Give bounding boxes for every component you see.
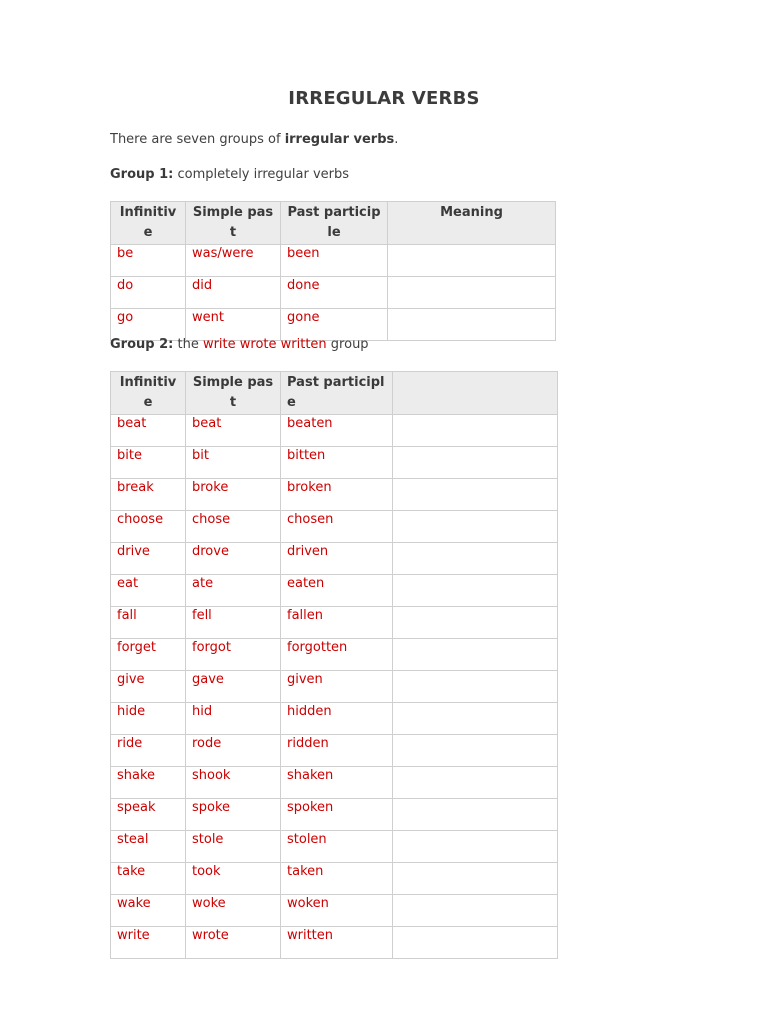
cell-past-participle: woken [281, 895, 393, 927]
cell-past-participle: forgotten [281, 639, 393, 671]
cell-meaning [393, 831, 558, 863]
group2-label: Group 2: [110, 337, 174, 352]
cell-meaning [393, 671, 558, 703]
group2-text-after: group [326, 337, 369, 352]
cell-infinitive: forget [111, 639, 186, 671]
table-row [111, 543, 558, 575]
cell-infinitive: shake [111, 767, 186, 799]
cell-simple-past: rode [186, 735, 281, 767]
group2-highlight: write wrote written [202, 337, 327, 352]
cell-infinitive: wake [111, 895, 186, 927]
cell-simple-past: beat [186, 415, 281, 447]
cell-meaning [393, 703, 558, 735]
cell-meaning [393, 767, 558, 799]
table-row [111, 415, 558, 447]
cell-infinitive: be [111, 245, 186, 277]
cell-infinitive: hide [111, 703, 186, 735]
group1-label: Group 1: [110, 167, 174, 182]
cell-past-participle: written [281, 927, 393, 959]
table-header-row [111, 372, 558, 415]
table-row [111, 575, 558, 607]
cell-past-participle: stolen [281, 831, 393, 863]
intro-bold: irregular verbs [284, 132, 395, 147]
table-row [111, 277, 556, 309]
cell-meaning [393, 895, 558, 927]
cell-infinitive: choose [111, 511, 186, 543]
cell-meaning [393, 415, 558, 447]
table-row [111, 767, 558, 799]
cell-infinitive: break [111, 479, 186, 511]
group2-heading [110, 336, 369, 354]
cell-meaning [393, 511, 558, 543]
cell-meaning [393, 799, 558, 831]
cell-meaning [393, 639, 558, 671]
cell-past-participle: done [281, 277, 388, 309]
cell-past-participle: driven [281, 543, 393, 575]
cell-simple-past: drove [186, 543, 281, 575]
column-header-extra [393, 372, 558, 415]
cell-meaning [393, 607, 558, 639]
cell-infinitive: steal [111, 831, 186, 863]
intro-paragraph [110, 131, 398, 149]
cell-infinitive: take [111, 863, 186, 895]
cell-simple-past: broke [186, 479, 281, 511]
cell-simple-past: shook [186, 767, 281, 799]
cell-simple-past: took [186, 863, 281, 895]
table-row [111, 735, 558, 767]
cell-past-participle: beaten [281, 415, 393, 447]
cell-simple-past: ate [186, 575, 281, 607]
cell-past-participle: spoken [281, 799, 393, 831]
cell-simple-past: bit [186, 447, 281, 479]
column-header-meaning: Meaning [388, 202, 556, 245]
cell-simple-past: chose [186, 511, 281, 543]
cell-past-participle: ridden [281, 735, 393, 767]
table-row [111, 671, 558, 703]
cell-past-participle: hidden [281, 703, 393, 735]
cell-simple-past: did [186, 277, 281, 309]
cell-simple-past: was/were [186, 245, 281, 277]
cell-simple-past: fell [186, 607, 281, 639]
cell-past-participle: broken [281, 479, 393, 511]
cell-past-participle: taken [281, 863, 393, 895]
cell-simple-past: gave [186, 671, 281, 703]
cell-simple-past: spoke [186, 799, 281, 831]
cell-past-participle: given [281, 671, 393, 703]
column-header-simple-past: Simple past [186, 202, 281, 245]
cell-infinitive: speak [111, 799, 186, 831]
cell-simple-past: went [186, 309, 281, 341]
cell-infinitive: eat [111, 575, 186, 607]
group1-description: completely irregular verbs [173, 167, 350, 182]
table-row [111, 245, 556, 277]
column-header-past-participle: Past participle [281, 372, 393, 415]
cell-simple-past: stole [186, 831, 281, 863]
group2-text-before: the [173, 337, 203, 352]
cell-meaning [393, 543, 558, 575]
table-row [111, 927, 558, 959]
cell-infinitive: write [111, 927, 186, 959]
table-row [111, 479, 558, 511]
group2-table [110, 371, 558, 959]
page-title: IRREGULAR VERBS [288, 88, 480, 109]
cell-past-participle: shaken [281, 767, 393, 799]
intro-text-before: There are seven groups of [110, 132, 285, 147]
column-header-infinitive: Infinitive [111, 372, 186, 415]
table-row [111, 799, 558, 831]
table-row [111, 447, 558, 479]
cell-meaning [388, 277, 556, 309]
cell-meaning [393, 575, 558, 607]
cell-infinitive: fall [111, 607, 186, 639]
cell-simple-past: woke [186, 895, 281, 927]
cell-past-participle: eaten [281, 575, 393, 607]
table-row [111, 607, 558, 639]
cell-meaning [393, 479, 558, 511]
cell-infinitive: give [111, 671, 186, 703]
cell-past-participle: gone [281, 309, 388, 341]
table-header-row [111, 202, 556, 245]
cell-meaning [393, 735, 558, 767]
group1-heading [110, 166, 349, 184]
cell-past-participle: bitten [281, 447, 393, 479]
table-row [111, 863, 558, 895]
column-header-simple-past: Simple past [186, 372, 281, 415]
cell-past-participle: been [281, 245, 388, 277]
cell-meaning [393, 447, 558, 479]
cell-meaning [388, 245, 556, 277]
cell-infinitive: do [111, 277, 186, 309]
cell-infinitive: ride [111, 735, 186, 767]
cell-meaning [393, 863, 558, 895]
cell-simple-past: hid [186, 703, 281, 735]
intro-text-after: . [394, 132, 399, 147]
cell-meaning [393, 927, 558, 959]
column-header-infinitive: Infinitive [111, 202, 186, 245]
column-header-past-participle: Past participle [281, 202, 388, 245]
cell-meaning [388, 309, 556, 341]
cell-simple-past: forgot [186, 639, 281, 671]
cell-past-participle: fallen [281, 607, 393, 639]
group1-table [110, 201, 556, 341]
cell-infinitive: beat [111, 415, 186, 447]
table-row [111, 895, 558, 927]
cell-past-participle: chosen [281, 511, 393, 543]
cell-infinitive: bite [111, 447, 186, 479]
table-row [111, 511, 558, 543]
table-row [111, 639, 558, 671]
table-row [111, 703, 558, 735]
cell-simple-past: wrote [186, 927, 281, 959]
table-row [111, 831, 558, 863]
cell-infinitive: go [111, 309, 186, 341]
cell-infinitive: drive [111, 543, 186, 575]
